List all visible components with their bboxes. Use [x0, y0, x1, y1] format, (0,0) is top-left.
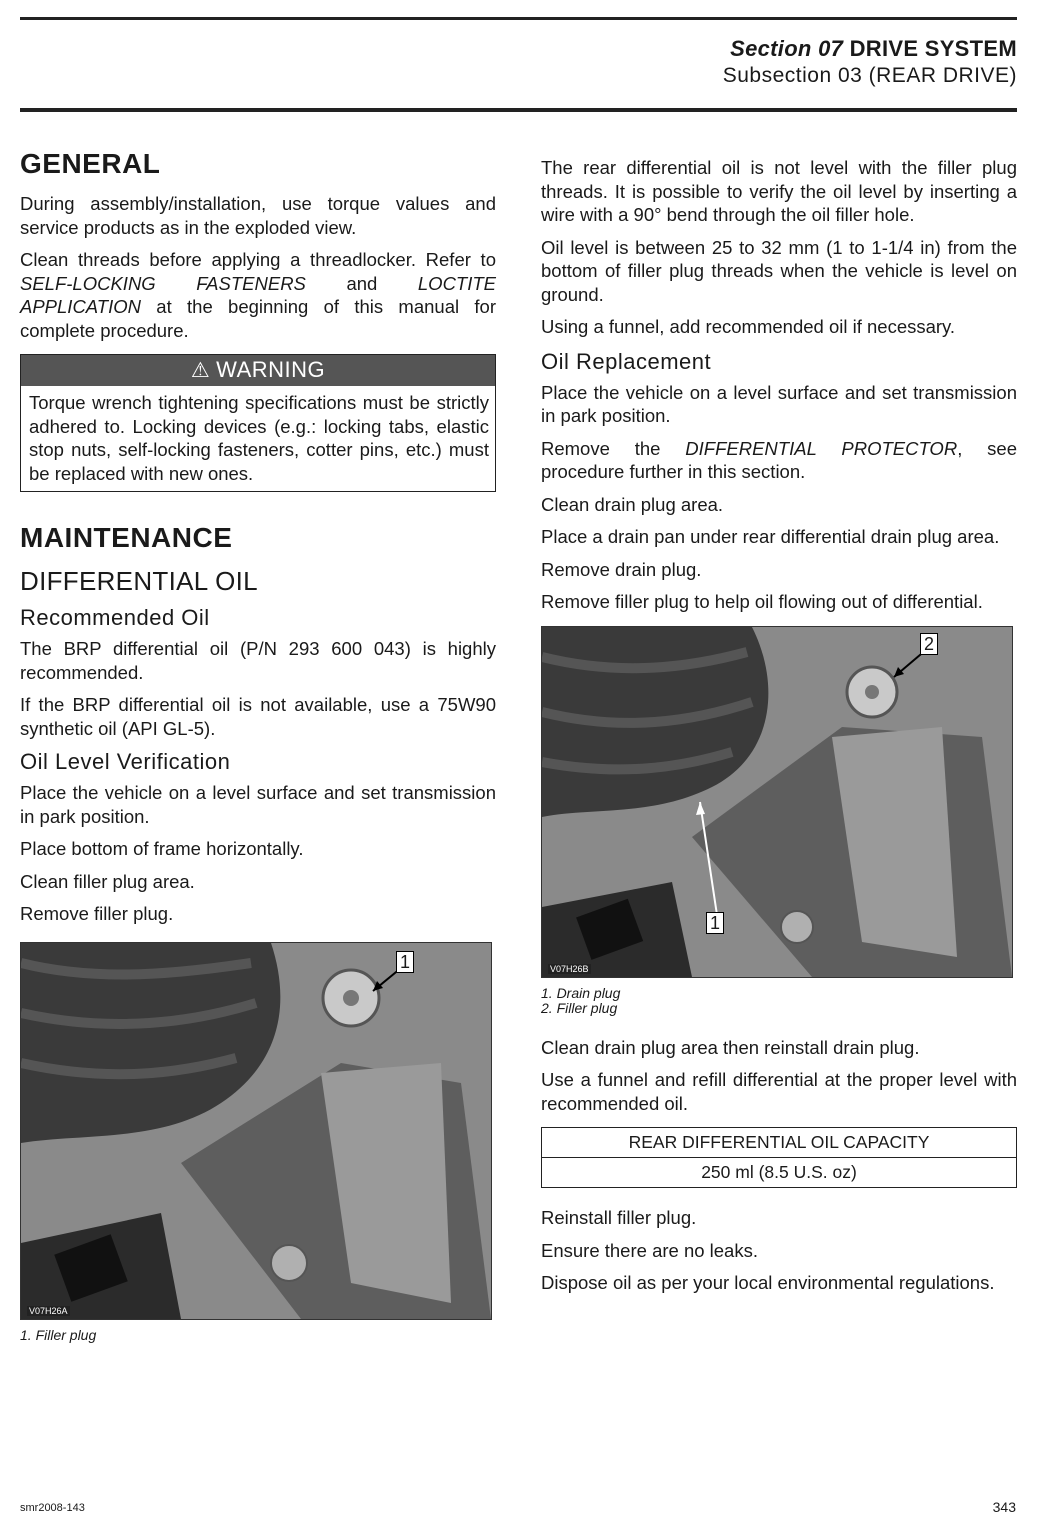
oil-level-step-2: Place bottom of frame horizontally.	[20, 838, 304, 859]
photo2-callout-2: 2	[920, 633, 938, 655]
oil-level-paragraph-2: Oil level is between 25 to 32 mm (1 to 1-1/4 in) from the bottom of filler plug threads when the vehicle is level on ground.	[541, 236, 1017, 305]
recommended-oil-heading: Recommended Oil	[20, 605, 210, 630]
photo2-caption-1: 1. Drain plug	[541, 984, 621, 1001]
replacement-step-3: Clean drain plug area.	[541, 493, 724, 515]
header-bottom-rule	[20, 108, 1017, 112]
warning-triangle-icon: ⚠	[190, 359, 211, 382]
replacement-step-2: Remove the DIFFERENTIAL PROTECTOR, see procedure further in this section.	[541, 437, 1017, 482]
warning-text: Torque wrench tightening specifications must be strictly adhered to. Locking devices (e.g.: locking tabs, elastic stop nuts, self-locking fasteners, cotter pins, etc.) must be replaced with new ones.	[29, 392, 489, 484]
oil-level-heading: Oil Level Verification	[20, 749, 231, 774]
photo2-caption-2: 2. Filler plug	[541, 999, 618, 1016]
drain-plug-photo	[541, 626, 1013, 978]
photo2-callout-1: 1	[706, 912, 724, 934]
left-column	[20, 148, 496, 1343]
general-paragraph-2: Clean threads before applying a threadlocker. Refer to SELF-LOCKING FASTENERS and LOCTITE APPLICATION at the beginning of this manual for complete procedure.	[20, 249, 497, 341]
replacement-step-7: Clean drain plug area then reinstall drain plug.	[541, 1036, 920, 1058]
right-column	[541, 156, 1017, 1304]
warning-box	[20, 354, 496, 492]
photo2-code: V07H26B	[550, 963, 589, 974]
oil-level-step-4: Remove filler plug.	[20, 903, 174, 924]
header-top-rule	[20, 17, 1017, 20]
replacement-step-9: Reinstall filler plug.	[541, 1207, 697, 1228]
oil-capacity-table	[541, 1127, 1017, 1188]
differential-protector-link[interactable]: DIFFERENTIAL PROTECTOR	[685, 437, 958, 459]
filler-plug-photo	[20, 942, 492, 1320]
recommended-oil-paragraph-1: The BRP differential oil (P/N 293 600 043) is highly recommended.	[20, 638, 496, 683]
photo1-caption: 1. Filler plug	[20, 1326, 97, 1343]
oil-capacity-table-value: 250 ml (8.5 U.S. oz)	[542, 1158, 1017, 1188]
oil-capacity-table-header: REAR DIFFERENTIAL OIL CAPACITY	[542, 1128, 1017, 1158]
oil-level-step-3: Clean filler plug area.	[20, 870, 195, 892]
recommended-oil-paragraph-2: If the BRP differential oil is not available, use a 75W90 synthetic oil (API GL-5).	[20, 694, 496, 739]
loctite-application-link[interactable]: LOCTITE APPLICATION	[20, 272, 497, 317]
photo-illustration	[21, 943, 491, 1319]
differential-oil-heading: DIFFERENTIAL OIL	[20, 566, 258, 596]
general-heading: GENERAL	[20, 148, 161, 179]
subsection-title: Subsection 03 (REAR DRIVE)	[722, 64, 1017, 87]
page-number: 343	[992, 1499, 1016, 1515]
oil-replacement-heading: Oil Replacement	[541, 348, 712, 374]
photo1-code: V07H26A	[29, 1305, 68, 1316]
maintenance-heading: MAINTENANCE	[20, 522, 233, 553]
oil-level-paragraph-1: The rear differential oil is not level with the filler plug threads. It is possible to verify the oil level by inserting a wire with a 90° bend through the oil filler hole.	[541, 157, 1017, 225]
page-header	[723, 36, 1017, 88]
oil-level-paragraph-3: Using a funnel, add recommended oil if necessary.	[541, 316, 956, 337]
replacement-step-5: Remove drain plug.	[541, 558, 702, 580]
photo1-callout-1: 1	[396, 951, 414, 973]
replacement-step-1: Place the vehicle on a level surface and set transmission in park position.	[541, 381, 1017, 426]
replacement-step-8: Use a funnel and refill differential at the proper level with recommended oil.	[541, 1069, 1017, 1114]
oil-level-step-1: Place the vehicle on a level surface and set transmission in park position.	[20, 782, 496, 827]
replacement-step-11: Dispose oil as per your local environmental regulations.	[541, 1272, 995, 1293]
self-locking-fasteners-link[interactable]: SELF-LOCKING FASTENERS	[20, 272, 306, 294]
general-paragraph-1: During assembly/installation, use torque values and service products as in the exploded view.	[20, 193, 496, 238]
replacement-step-6: Remove filler plug to help oil flowing out of differential.	[541, 591, 983, 612]
warning-header: ⚠ WARNING	[21, 355, 495, 386]
section-title: Section 07 DRIVE SYSTEM	[730, 36, 1017, 61]
replacement-step-10: Ensure there are no leaks.	[541, 1239, 758, 1261]
replacement-step-4: Place a drain pan under rear differential drain plug area.	[541, 526, 1000, 547]
photo2-illustration	[542, 627, 1012, 977]
document-code: smr2008-143	[20, 1502, 85, 1514]
